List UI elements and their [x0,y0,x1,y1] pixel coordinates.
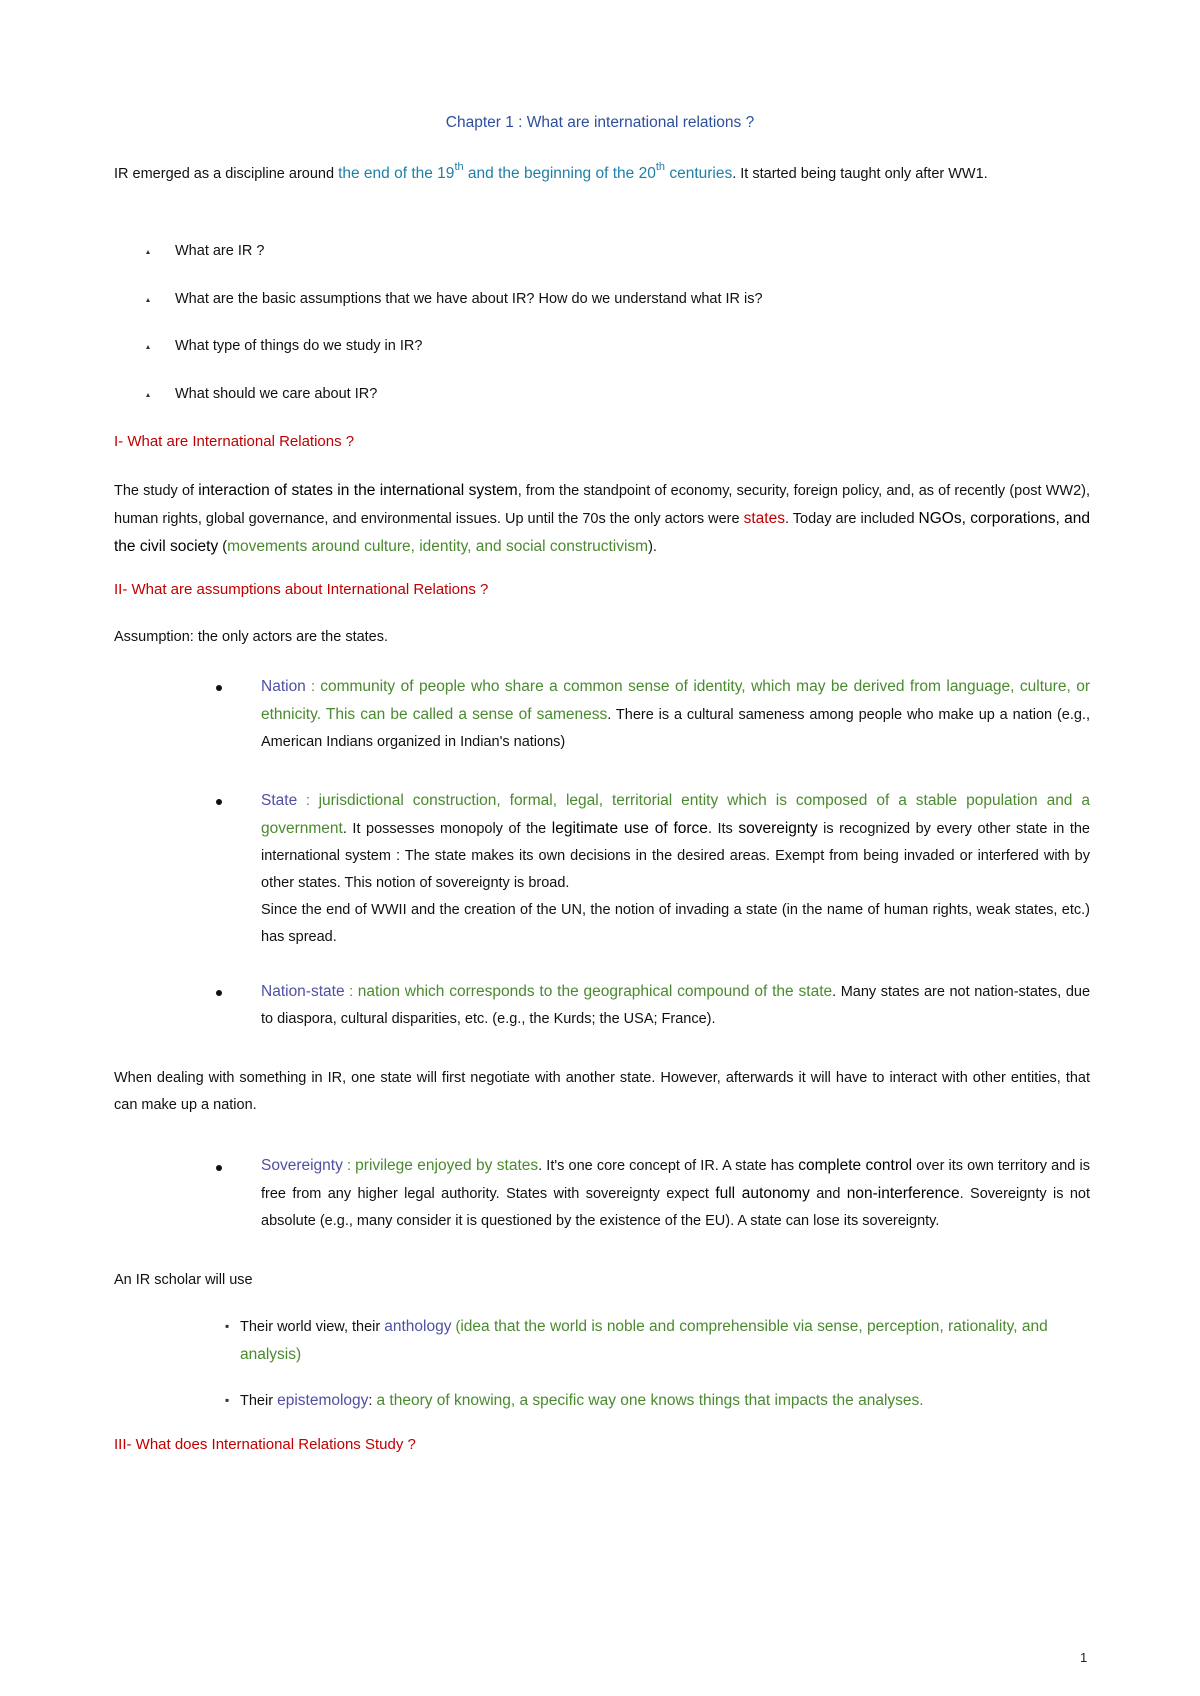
question-text: What type of things do we study in IR? [175,338,423,354]
state-definition: jurisdictional construction, formal, legal, territorial entity which is composed of a stable population and a government [261,792,1090,837]
state-keyword-sovereignty: sovereignty [738,820,818,837]
nation-state-rest: . Many states are not nation-states, due to diaspora, cultural disparities, etc. (e.g., the Kurds; the USA; France). [261,984,1091,1027]
intro-sup-2: th [655,161,666,173]
sovereignty-rest-1: . It's one core concept of IR. A state has [538,1158,799,1174]
sovereignty-definition: privilege enjoyed by states [355,1157,539,1174]
term-nation: Nation [261,678,306,695]
state-rest-1: . It possesses monopoly of the [342,821,552,837]
intro-text: IR emerged as a discipline around [114,166,339,182]
definition-nation [261,673,1090,756]
term-separator: : [368,1393,377,1409]
section-1-heading: I- What are International Relations ? [114,433,355,450]
state-rest-3: is recognized by every other state in the international system : The state makes its own decisions in the desired areas. Exempt from being invaded or interfered with by other states. This notion of sovereignty is broad. [261,821,1090,891]
bullet-dot-icon [216,799,222,805]
s1-text-2: , from the standpoint of economy, security, foreign policy, and, as of recently (post WW2), human rights, global governance, and environmental issues. Up until the 70s the only actors were [114,483,1091,527]
small-bullet-icon: ▪ [225,1393,230,1407]
intro-sup-1: th [454,161,464,173]
arrow-bullet-icon [146,393,150,397]
nation-definition: community of people who share a common sense of identity, which may be derived from language, culture, or ethnicity. This can be called a sense of sameness [261,678,1090,723]
sovereignty-rest-4: . Sovereignty is not absolute (e.g., many consider it is questioned by the existence of the EU). A state can lose its sovereignty. [261,1186,1090,1229]
section-2-heading: II- What are assumptions about International Relations ? [114,581,489,598]
term-separator: : [297,793,319,809]
question-text: What are IR ? [175,243,265,259]
definition-nation-state [261,978,1090,1033]
term-separator: : [342,1158,356,1174]
term-nation-state: Nation-state [261,983,345,1000]
bullet-dot-icon [216,1165,222,1171]
sovereignty-rest-3: and [809,1186,847,1202]
sovereignty-rest-2: over its own territory and is free from any higher legal authority. States with sovereignty expect [261,1158,1090,1202]
term-separator: : [344,984,358,1000]
question-text: What are the basic assumptions that we have about IR? How do we understand what IR is? [175,291,763,307]
arrow-bullet-icon [146,298,150,302]
nation-rest: . There is a cultural sameness among people who make up a nation (e.g., American Indians organized in Indian's nations) [261,707,1090,750]
section-3-heading: III- What does International Relations Study ? [114,1436,416,1453]
sovereignty-keyword-noninterference: non-interference [846,1185,960,1202]
term-separator: ( [451,1319,461,1335]
state-rest-2: . Its [707,821,739,837]
worldview-prefix: Their world view, their [240,1319,385,1335]
sovereignty-keyword-control: complete control [798,1157,913,1174]
arrow-bullet-icon [146,345,150,349]
definition-state [261,787,1090,951]
intro-highlight-3: centuries [665,165,733,182]
state-rest-4: Since the end of WWII and the creation of the UN, the notion of invading a state (in the name of human rights, weak states, etc.) has spread. [261,902,1090,945]
chapter-title: Chapter 1 : What are international relations ? [445,114,755,131]
bullet-dot-icon [216,990,222,996]
s1-text-5: ). [648,539,657,555]
term-state: State [261,792,298,809]
small-bullet-icon: ▪ [225,1319,230,1333]
intro-highlight [338,161,733,182]
term-anthology: anthology [384,1318,452,1335]
s1-keyword-states: states [743,510,785,527]
epistemology-item [240,1387,1090,1415]
assumption-text: Assumption: the only actors are the states. [114,629,389,645]
dealing-paragraph: When dealing with something in IR, one state will first negotiate with another state. However, afterwards it will have to interact with other entities, that can make up a nation. [114,1070,1090,1113]
term-epistemology: epistemology [277,1392,369,1409]
s1-green-text: movements around culture, identity, and social constructivism [227,538,649,555]
term-sovereignty: Sovereignty [261,1157,343,1174]
arrow-bullet-icon [146,250,150,254]
bullet-dot-icon [216,685,222,691]
sovereignty-keyword-autonomy: full autonomy [715,1185,810,1202]
scholar-text: An IR scholar will use [114,1272,253,1288]
worldview-item [240,1313,1090,1369]
question-text: What should we care about IR? [175,386,378,402]
intro-text-end: . It started being taught only after WW1. [732,166,988,182]
page-number: 1 [1080,1650,1088,1665]
s1-keyword-actors: NGOs, corporations, and the civil society [114,510,1090,555]
state-keyword-force: legitimate use of force [551,820,708,837]
definition-sovereignty [261,1152,1090,1235]
intro-highlight-2: and the beginning of the 20 [463,165,656,182]
s1-text-3: . Today are included [784,511,919,527]
intro-paragraph [114,160,1090,188]
epistemology-definition: a theory of knowing, a specific way one knows things that impacts the analyses. [376,1392,924,1409]
intro-highlight-1: the end of the 19 [338,165,455,182]
anthology-definition: idea that the world is noble and comprehensible via sense, perception, rationality, and analysis) [240,1318,1048,1363]
s1-text-1: The study of [114,483,199,499]
s1-text-4: ( [218,539,228,555]
nation-state-definition: nation which corresponds to the geographical compound of the state [357,983,833,1000]
term-separator: : [305,679,321,695]
s1-keyword-interaction: interaction of states in the international system [198,482,518,499]
section-1-paragraph [114,477,1090,561]
epistemology-prefix: Their [240,1393,278,1409]
